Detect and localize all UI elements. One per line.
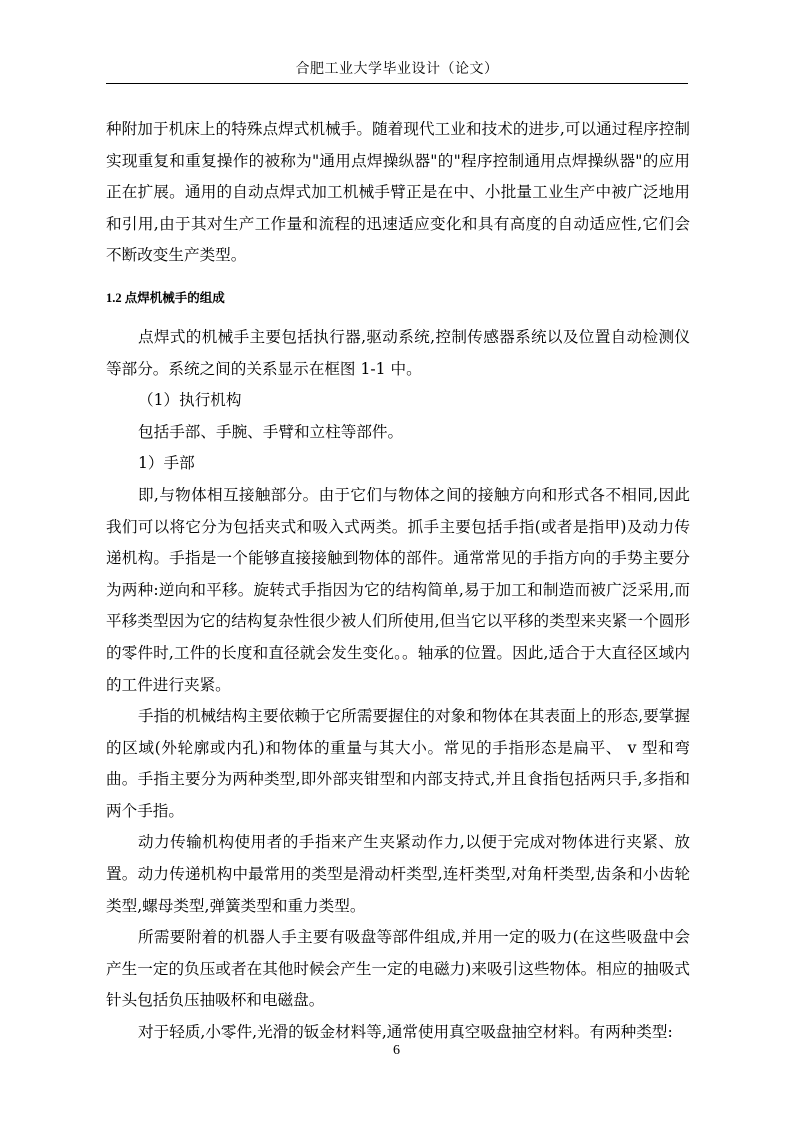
list-item-1: （1）执行机构 [138, 391, 242, 410]
paragraph-2: 点焊式的机械手主要包括执行器,驱动系统,控制传感器系统以及位置自动检测仪等部分。系统之间的关系显示在框图 1-1 中。 [106, 327, 690, 378]
body-text [106, 114, 690, 1049]
paragraph-8: 对于轻质,小零件,光滑的钣金材料等,通常使用真空吸盘抽空材料。有两种类型: [138, 1023, 673, 1042]
page-header: 合肥工业大学毕业设计（论文） [295, 61, 499, 77]
section-heading: 1.2 点焊机械手的组成 [106, 290, 225, 305]
paragraph-3: 包括手部、手腕、手臂和立柱等部件。 [138, 422, 404, 441]
paragraph-7: 所需要附着的机器人手主要有吸盘等部件组成,并用一定的吸力(在这些吸盘中会产生一定的负压或者在其他时候会产生一定的电磁力)来吸引这些物体。相应的抽吸式针头包括负压抽吸杯和电磁盘。 [106, 928, 690, 1010]
paragraph-1: 种附加于机床上的特殊点焊式机械手。随着现代工业和技术的进步,可以通过程序控制实现重复和重复操作的被称为"通用点焊操纵器"的"程序控制通用点焊操纵器"的应用正在扩展。通用的自动点焊式加工机械手臂正是在中、小批量工业生产中被广泛地用和引用,由于其对生产工作量和流程的迅速适应变化和具有高度的自动适应性,它们会不断改变生产类型。 [106, 120, 690, 265]
list-item-1-1: 1）手部 [138, 454, 195, 473]
paragraph-6: 动力传输机构使用者的手指来产生夹紧动作力,以便于完成对物体进行夹紧、放置。动力传递机构中最常用的类型是滑动杆类型,连杆类型,对角杆类型,齿条和小齿轮类型,螺母类型,弹簧类型和重力类型。 [106, 833, 690, 915]
header-divider [106, 83, 688, 84]
paragraph-4: 即,与物体相互接触部分。由于它们与物体之间的接触方向和形式各不相同,因此我们可以将它分为包括夹式和吸入式两类。抓手主要包括手指(或者是指甲)及动力传递机构。手指是一个能够直接接触到物体的部件。通常常见的手指方向的手势主要分为两种:逆向和平移。旋转式手指因为它的结构简单,易于加工和制造而被广泛采用,而平移类型因为它的结构复杂性很少被人们所使用,但当它以平移的类型来夹紧一个圆形的零件时,工件的长度和直径就会发生变化。。轴承的位置。因此,适合于大直径区域内的工件进行夹紧。 [106, 485, 690, 694]
paragraph-5: 手指的机械结构主要依赖于它所需要握住的对象和物体在其表面上的形态,要掌握的区域(外轮廓或内孔)和物体的重量与其大小。常见的手指形态是扁平、 v 型和弯曲。手指主要分为两种类型,即外部夹钳型和内部支持式,并且食指包括两只手,多指和两个手指。 [106, 707, 690, 820]
page-number: 6 [393, 1043, 400, 1058]
